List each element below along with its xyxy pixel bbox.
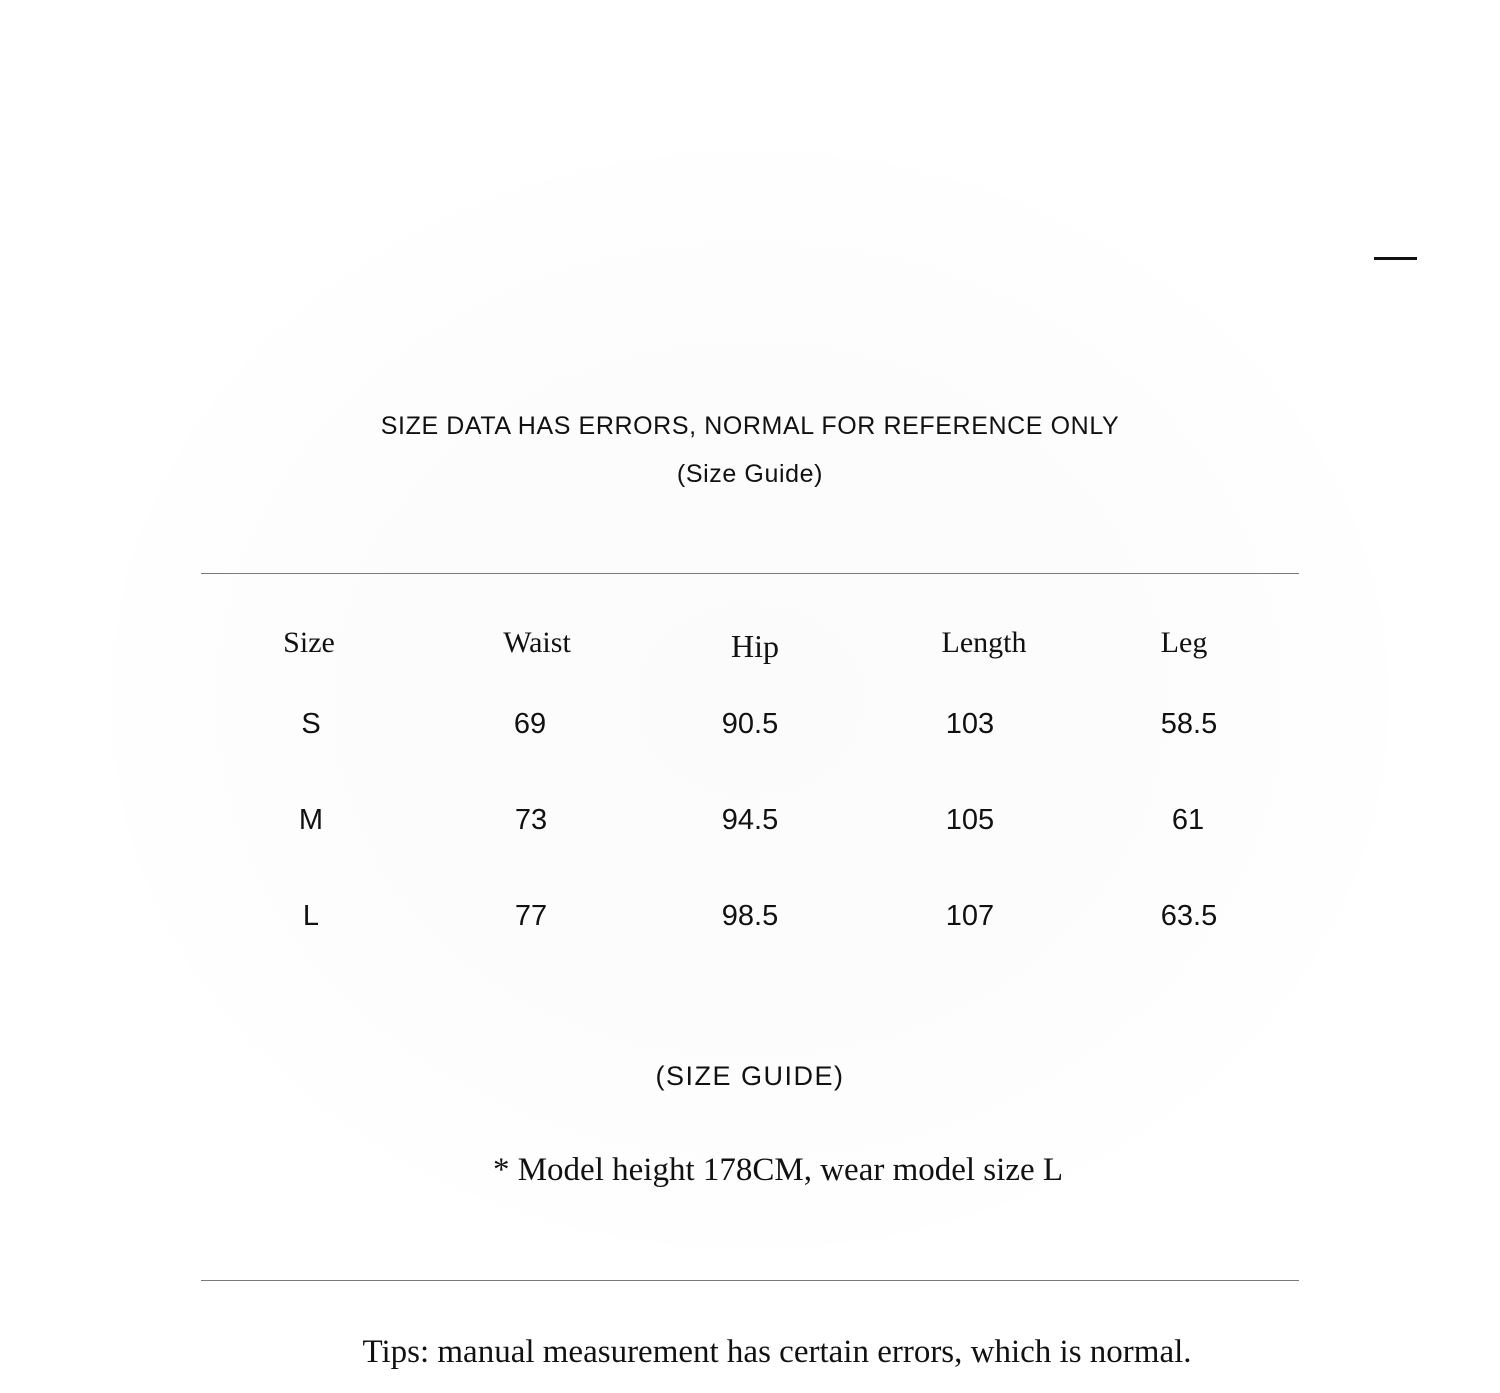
table-cell-hip: 90.5 — [721, 708, 779, 740]
measurement-tips: Tips: manual measurement has certain errors, which is normal. — [362, 1334, 1192, 1370]
table-cell-length: 105 — [945, 804, 995, 836]
table-cell-hip: 98.5 — [721, 900, 779, 932]
column-header-length: Length — [941, 626, 1027, 659]
table-cell-leg: 58.5 — [1160, 708, 1218, 740]
size-guide-subtitle: (Size Guide) — [676, 460, 824, 488]
reference-notice: SIZE DATA HAS ERRORS, NORMAL FOR REFERENCE ONLY — [380, 412, 1120, 440]
column-header-waist: Waist — [503, 626, 571, 659]
table-cell-size: S — [301, 708, 321, 740]
column-header-hip: Hip — [731, 628, 779, 664]
table-cell-length: 107 — [945, 900, 995, 932]
table-cell-leg: 61 — [1171, 804, 1205, 836]
table-cell-hip: 94.5 — [721, 804, 779, 836]
divider-bottom — [201, 1280, 1299, 1281]
table-cell-length: 103 — [945, 708, 995, 740]
dash-icon — [1374, 257, 1417, 260]
table-cell-leg: 63.5 — [1160, 900, 1218, 932]
table-cell-size: M — [298, 804, 324, 836]
table-cell-size: L — [302, 900, 320, 932]
table-cell-waist: 73 — [514, 804, 548, 836]
column-header-size: Size — [283, 626, 335, 659]
table-cell-waist: 77 — [514, 900, 548, 932]
column-header-leg: Leg — [1160, 626, 1208, 659]
model-height-note: * Model height 178CM, wear model size L — [492, 1152, 1064, 1188]
size-guide-caption: (SIZE GUIDE) — [655, 1061, 845, 1091]
table-cell-waist: 69 — [513, 708, 547, 740]
divider-top — [201, 573, 1299, 574]
